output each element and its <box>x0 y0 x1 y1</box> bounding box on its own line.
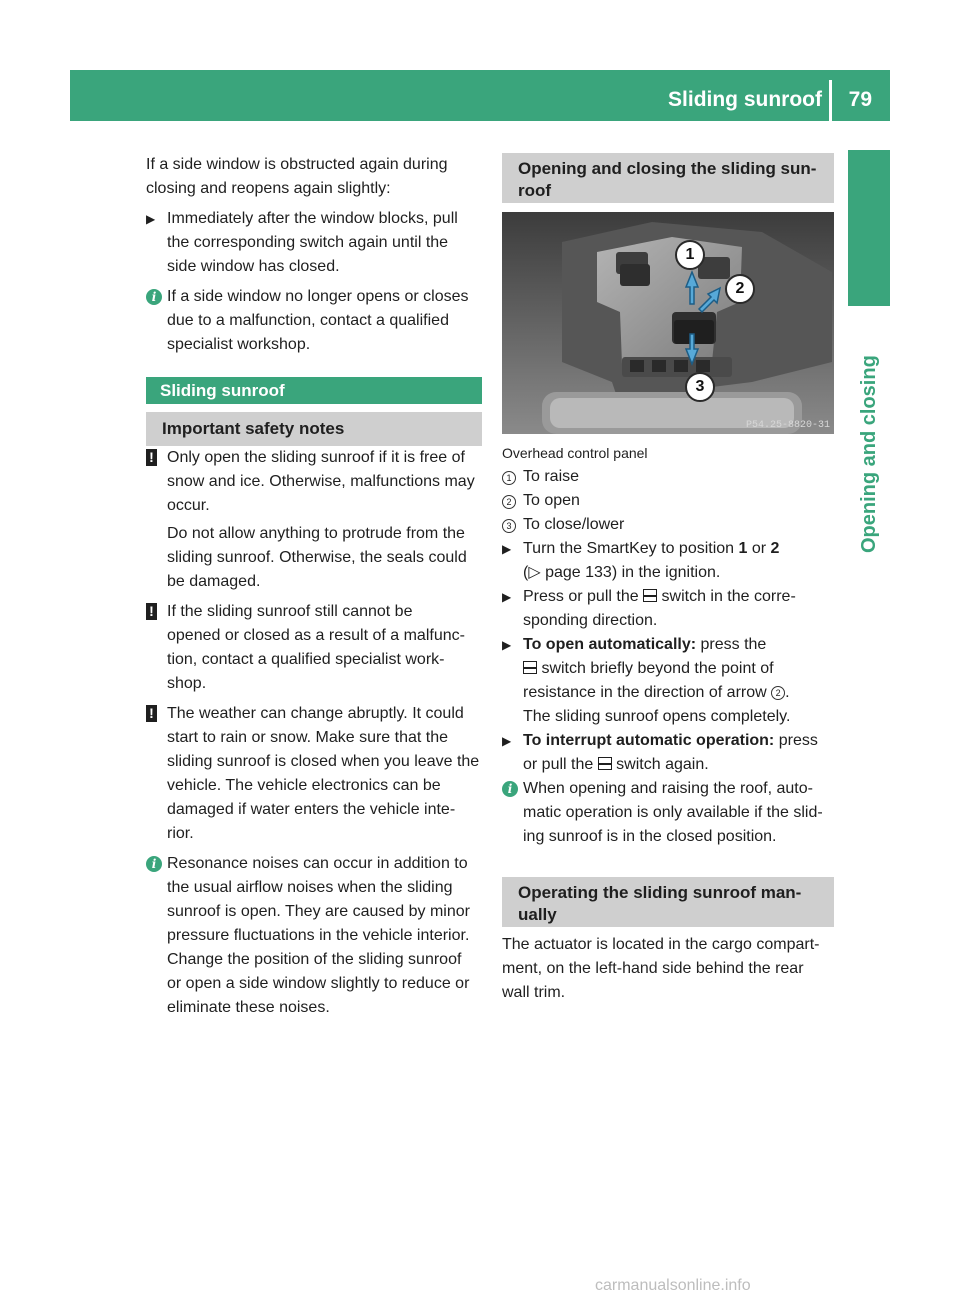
info-note <box>502 777 838 849</box>
info-icon: i <box>502 781 518 797</box>
subsection-title <box>502 153 834 203</box>
page-number: 79 <box>848 88 872 111</box>
subsection-title-line: roof <box>518 181 552 200</box>
sunroof-switch-icon <box>643 589 657 602</box>
step-text: switch briefly beyond the point of <box>537 660 774 677</box>
warning-line: Do not allow anything to protrude from the <box>167 525 465 542</box>
chapter-tab <box>848 150 890 306</box>
warning-line: rior. <box>167 825 194 842</box>
step-text: switch again. <box>611 756 709 773</box>
info-icon: i <box>146 856 162 872</box>
legend-item <box>502 513 838 537</box>
left-column <box>146 153 482 357</box>
warning-line: snow and ice. Otherwise, malfunctions may <box>167 473 475 490</box>
step-arrow-icon: ▶ <box>502 590 512 604</box>
paragraph-line: The actuator is located in the cargo compart- <box>502 936 820 953</box>
safety-notes <box>146 446 482 1020</box>
legend-number: 1 <box>502 471 516 485</box>
warning-line: start to rain or snow. Make sure that the <box>167 729 449 746</box>
info-line: pressure fluctuations in the vehicle interior. <box>167 927 470 944</box>
footer-watermark: carmanualsonline.info <box>595 1277 751 1294</box>
step-arrow-icon: ▶ <box>146 212 156 226</box>
callout-3: 3 <box>685 372 715 402</box>
warning-line: damaged if water enters the vehicle inte- <box>167 801 456 818</box>
step-line: Immediately after the window blocks, pull <box>167 210 458 227</box>
info-icon: i <box>146 289 162 305</box>
warning-icon: ! <box>146 449 157 466</box>
control-panel-illustration <box>502 212 834 434</box>
step-arrow-icon: ▶ <box>502 734 512 748</box>
action-step <box>502 537 838 585</box>
subsection-title-line: Opening and closing the sliding sun- <box>518 159 817 178</box>
warning-note <box>146 446 482 594</box>
legend-text: To open <box>523 492 580 509</box>
warning-line: Only open the sliding sunroof if it is free of <box>167 449 465 466</box>
subsection-title: Important safety notes <box>146 412 482 446</box>
info-line: Change the position of the sliding sunroof <box>167 951 462 968</box>
page-reference: (▷ page 133) in the ignition. <box>523 564 721 581</box>
step-text: press <box>774 732 818 749</box>
legend-item <box>502 465 838 489</box>
step-text: resistance in the direction of arrow <box>523 684 772 701</box>
warning-line: sliding sunroof is closed when you leave the <box>167 753 480 770</box>
legend-text: To raise <box>523 468 580 485</box>
info-line: or open a side window slightly to reduce or <box>167 975 470 992</box>
action-step <box>502 585 838 633</box>
legend-number: 2 <box>502 495 516 509</box>
warning-line: shop. <box>167 675 207 692</box>
warning-note <box>146 600 482 696</box>
info-line: eliminate these noises. <box>167 999 330 1016</box>
manual-operation-text <box>502 933 842 1005</box>
step-text: press the <box>696 636 767 653</box>
arrow-number: 2 <box>771 686 785 700</box>
step-text: Turn the SmartKey to position <box>523 540 739 557</box>
info-note <box>146 285 482 357</box>
step-arrow-icon: ▶ <box>502 542 512 556</box>
overhead-control-panel-photo <box>502 212 834 434</box>
subsection-title <box>502 877 834 927</box>
step-text: . <box>785 684 790 701</box>
warning-note <box>146 702 482 846</box>
paragraph-line: wall trim. <box>502 984 566 1001</box>
header-title: Sliding sunroof <box>668 88 822 111</box>
info-line: ing sunroof is in the closed position. <box>523 828 777 845</box>
subsection-title-line: Operating the sliding sunroof man- <box>518 883 802 902</box>
header-separator <box>829 80 832 122</box>
section-title: Sliding sunroof <box>146 377 482 404</box>
warning-line: opened or closed as a result of a malfunc- <box>167 627 465 644</box>
info-note <box>146 852 482 1020</box>
legend-item <box>502 489 838 513</box>
step-text: Press or pull the <box>523 588 644 605</box>
photo-code: P54.25-8820-31 <box>745 420 830 431</box>
warning-line: vehicle. The vehicle electronics can be <box>167 777 441 794</box>
figure-caption: Overhead control panel <box>502 445 648 461</box>
warning-icon: ! <box>146 705 157 722</box>
sunroof-switch-icon <box>523 661 537 674</box>
step-result: The sliding sunroof opens completely. <box>523 708 791 725</box>
right-column <box>502 441 838 849</box>
info-line: due to a malfunction, contact a qualified <box>167 312 449 329</box>
warning-line: be damaged. <box>167 573 261 590</box>
step-line: sponding direction. <box>523 612 658 629</box>
step-text: or <box>747 540 771 557</box>
action-step <box>502 633 838 729</box>
intro-line: If a side window is obstructed again during <box>146 156 448 173</box>
warning-line: occur. <box>167 497 210 514</box>
chapter-label: Opening and closing <box>858 355 880 553</box>
step-arrow-icon: ▶ <box>502 638 512 652</box>
step-text: or pull the <box>523 756 598 773</box>
warning-line: If the sliding sunroof still cannot be <box>167 603 413 620</box>
paragraph-line: ment, on the left-hand side behind the rear <box>502 960 804 977</box>
step-heading: To open automatically: <box>523 636 697 653</box>
info-line: If a side window no longer opens or closes <box>167 288 469 305</box>
action-step <box>502 729 838 777</box>
legend-number: 3 <box>502 519 516 533</box>
callout-2: 2 <box>725 274 755 304</box>
info-line: specialist workshop. <box>167 336 311 353</box>
warning-line: sliding sunroof. Otherwise, the seals could <box>167 549 467 566</box>
position-2: 2 <box>770 540 780 557</box>
warning-line: The weather can change abruptly. It could <box>167 705 464 722</box>
info-line: When opening and raising the roof, auto- <box>523 780 813 797</box>
info-line: the usual airflow noises when the sliding <box>167 879 453 896</box>
info-line: matic operation is only available if the slid- <box>523 804 823 821</box>
warning-icon: ! <box>146 603 157 620</box>
step-line: the corresponding switch again until the <box>167 234 449 251</box>
page-header <box>70 70 890 121</box>
info-line: Resonance noises can occur in addition to <box>167 855 468 872</box>
sunroof-switch-icon <box>598 757 612 770</box>
intro-line: closing and reopens again slightly: <box>146 180 391 197</box>
step-heading: To interrupt automatic operation: <box>523 732 775 749</box>
warning-line: tion, contact a qualified specialist work- <box>167 651 445 668</box>
position-1: 1 <box>738 540 748 557</box>
legend-text: To close/lower <box>523 516 625 533</box>
callout-1: 1 <box>675 240 705 270</box>
info-line: sunroof is open. They are caused by minor <box>167 903 470 920</box>
step-text: switch in the corre- <box>657 588 796 605</box>
action-step <box>146 207 482 279</box>
step-line: side window has closed. <box>167 258 340 275</box>
subsection-title-line: ually <box>518 905 557 924</box>
